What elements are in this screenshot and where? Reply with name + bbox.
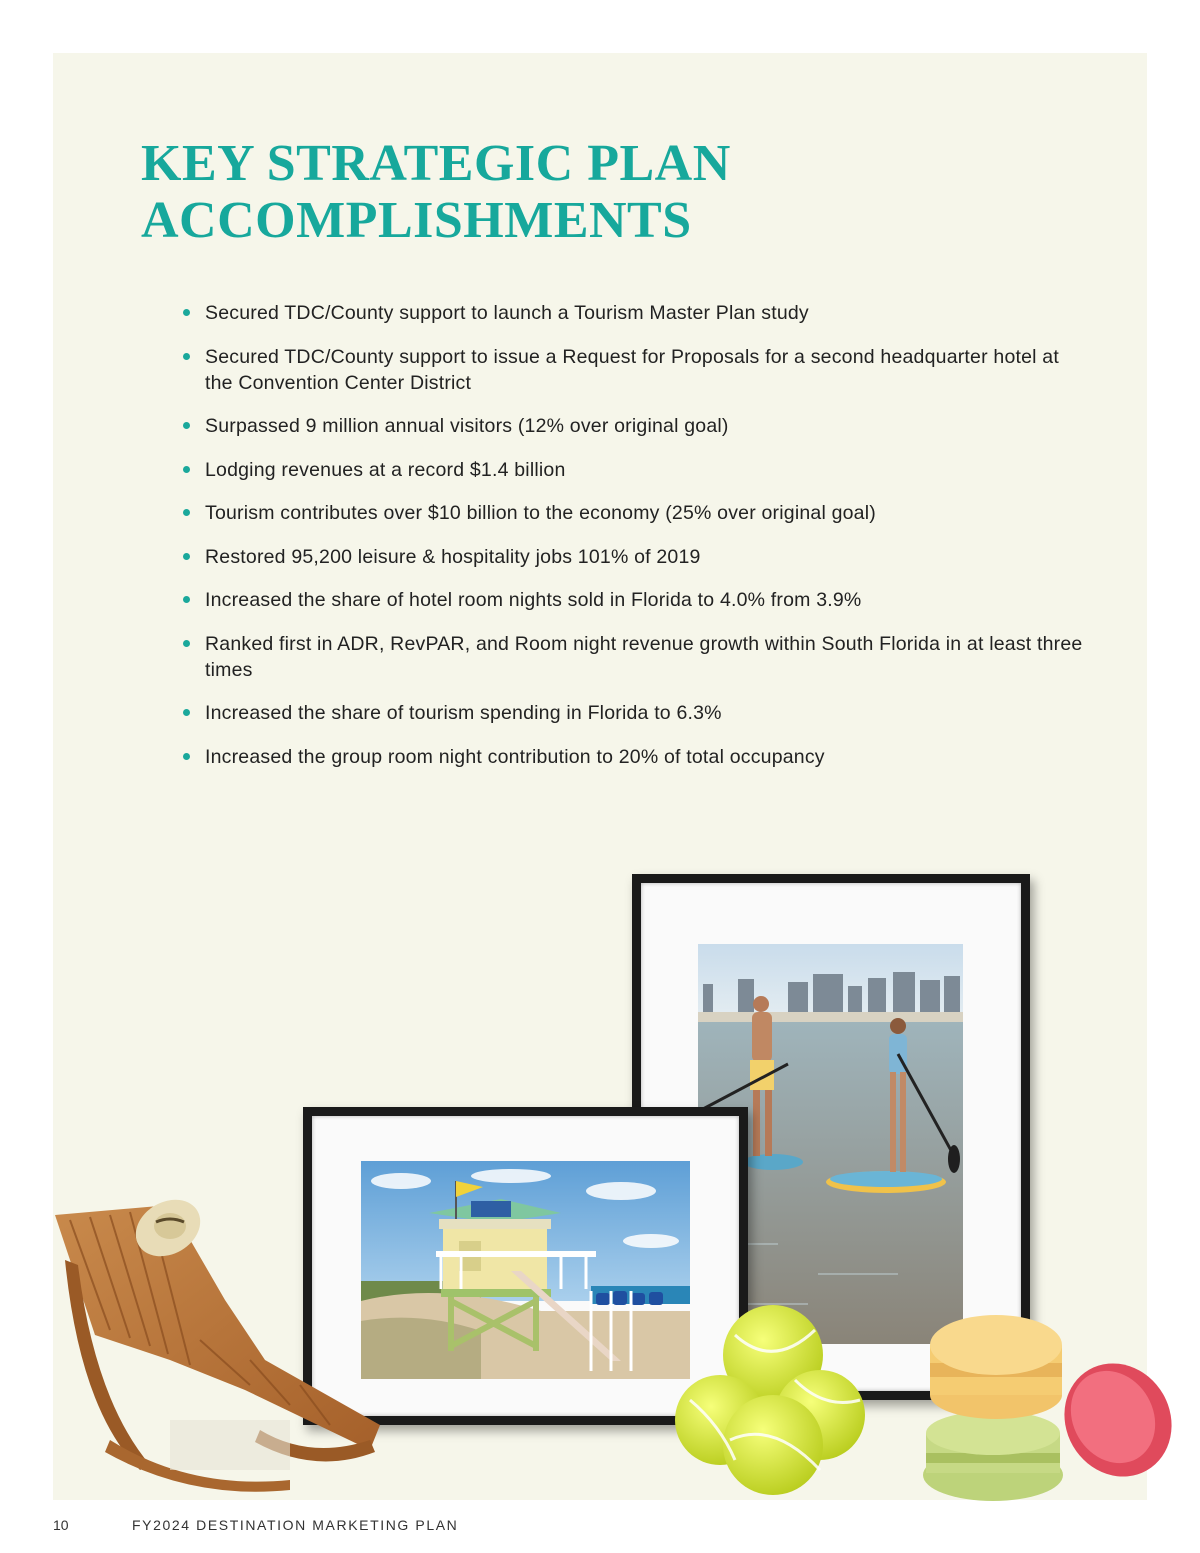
tennis-balls-icon (675, 1300, 870, 1500)
page-number: 10 (53, 1517, 69, 1533)
bullet-icon (183, 353, 190, 360)
list-item: Increased the share of hotel room nights sold in Florida to 4.0% from 3.9% (183, 587, 1083, 613)
bullet-icon (183, 422, 190, 429)
list-item: Restored 95,200 leisure & hospitality jobs 101% of 2019 (183, 544, 1083, 570)
list-item: Tourism contributes over $10 billion to the economy (25% over original goal) (183, 500, 1083, 526)
bullet-icon (183, 709, 190, 716)
list-item: Secured TDC/County support to issue a Request for Proposals for a second headquarter hotel at the Convention Center District (183, 344, 1083, 396)
page-title-line-1: KEY STRATEGIC PLAN (141, 135, 731, 192)
accomplishments-list (183, 300, 1083, 787)
lifeguard-tower-scene-icon (361, 1161, 690, 1379)
page-title-line-2: ACCOMPLISHMENTS (141, 192, 692, 249)
lifeguard-tower-photo (361, 1161, 690, 1379)
list-item: Surpassed 9 million annual visitors (12% over original goal) (183, 413, 1083, 439)
macarons (918, 1305, 1178, 1505)
tennis-balls (675, 1300, 870, 1500)
bullet-icon (183, 466, 190, 473)
bullet-icon (183, 309, 190, 316)
lounge-chair-icon (50, 1190, 385, 1505)
sun-hat (130, 1188, 205, 1263)
bullet-icon (183, 509, 190, 516)
bullet-icon (183, 596, 190, 603)
bullet-icon (183, 753, 190, 760)
footer-document-title: FY2024 DESTINATION MARKETING PLAN (132, 1517, 459, 1533)
bullet-icon (183, 640, 190, 647)
sun-hat-icon (130, 1188, 205, 1263)
macarons-icon (918, 1305, 1178, 1505)
list-item: Increased the group room night contribution to 20% of total occupancy (183, 744, 1083, 770)
list-item: Lodging revenues at a record $1.4 billion (183, 457, 1083, 483)
bullet-icon (183, 553, 190, 560)
wooden-lounge-chair (50, 1190, 385, 1505)
list-item: Ranked first in ADR, RevPAR, and Room night revenue growth within South Florida in at least three times (183, 631, 1083, 683)
list-item: Secured TDC/County support to launch a Tourism Master Plan study (183, 300, 1083, 326)
page-title (141, 135, 1041, 249)
list-item: Increased the share of tourism spending in Florida to 6.3% (183, 700, 1083, 726)
